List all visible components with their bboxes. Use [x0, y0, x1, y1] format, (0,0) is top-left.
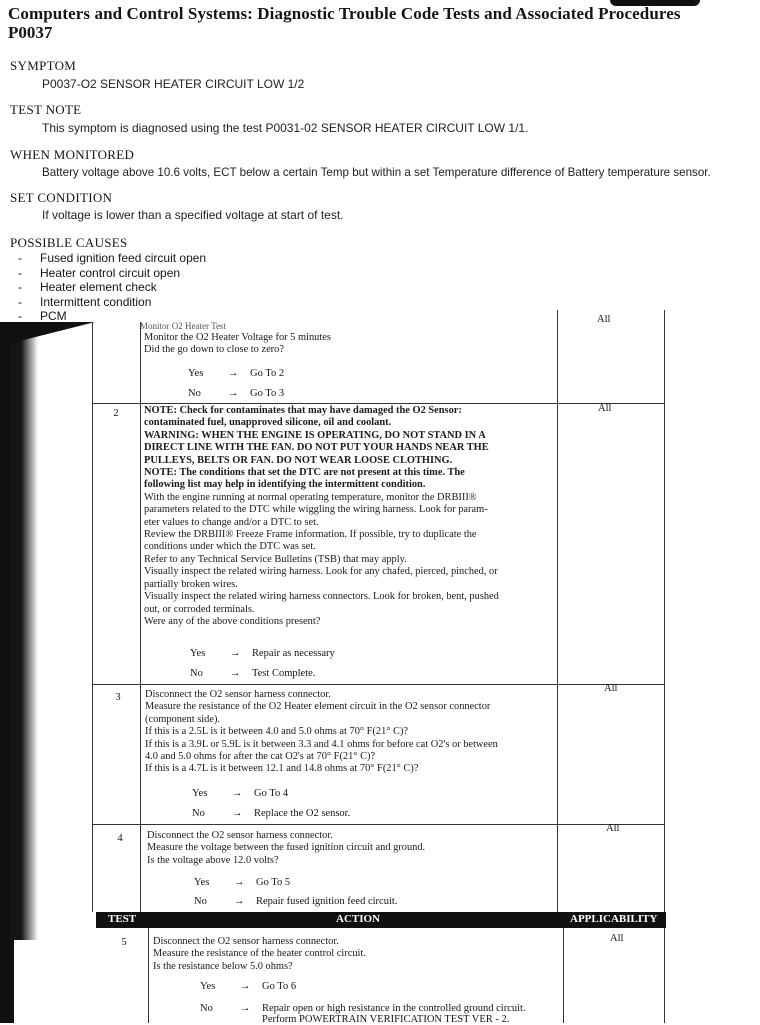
- row3-test-number: 3: [115, 692, 121, 703]
- row2-yes-branch: [190, 648, 335, 659]
- note-line: following list may help in identifying the intermittent condition.: [144, 479, 426, 491]
- cause-item: - Fused ignition feed circuit open: [18, 251, 206, 266]
- instruction-line: Visually inspect the related wiring harness. Look for any chafed, pierced, pinched, or: [144, 566, 498, 578]
- dtc-code: P0037: [8, 23, 53, 42]
- when-monitored-text: Battery voltage above 10.6 volts, ECT below a certain Temp but within a set Temperature difference of Battery temperature sensor.: [42, 166, 711, 179]
- possible-causes-list: [18, 251, 206, 324]
- row2-no-branch: [190, 668, 315, 679]
- warning-line: PULLEYS, BELTS OR FAN. DO NOT WEAR LOOSE CLOTHING.: [144, 454, 453, 466]
- yes-label: Yes: [190, 648, 206, 659]
- instruction-line: eter values to change and/or a DTC to set.: [144, 516, 319, 528]
- yes-result: Go To 6: [262, 981, 297, 992]
- arrow-icon: →: [228, 388, 239, 399]
- row5-test-number: 5: [121, 937, 127, 948]
- note-line: NOTE: Check for contaminates that may have damaged the O2 Sensor:: [144, 405, 462, 416]
- arrow-icon: →: [230, 668, 241, 679]
- row3-instructions: [145, 689, 498, 776]
- arrow-icon: →: [240, 981, 251, 992]
- no-label: No: [192, 808, 205, 819]
- instruction-line: If this is a 2.5L is it between 4.0 and 5.0 ohms at 70° F(21° C)?: [145, 726, 409, 738]
- row1-no-branch: [188, 388, 284, 399]
- no-result: Test Complete.: [252, 668, 316, 679]
- col-header-test: TEST: [108, 913, 137, 925]
- arrow-icon: →: [228, 368, 239, 379]
- instruction-line: If this is a 3.9L or 5.9L is it between 3.3 and 4.1 ohms for before cat O2's or between: [145, 738, 498, 750]
- row1-instructions: [144, 332, 331, 357]
- no-label: No: [190, 668, 203, 679]
- row2-applicability: All: [598, 403, 612, 414]
- row1-yes-branch: [188, 368, 284, 379]
- no-result: Repair fused ignition feed circuit.: [256, 896, 398, 907]
- arrow-icon: →: [230, 648, 241, 659]
- instruction-line: conditions under which the DTC was set.: [144, 541, 316, 553]
- instruction-line: With the engine running at normal operating temperature, monitor the DRBIII®: [144, 491, 477, 503]
- warning-line: WARNING: WHEN THE ENGINE IS OPERATING, DO NOT STAND IN A: [144, 429, 486, 441]
- yes-result: Go To 4: [254, 788, 289, 799]
- table-border: [664, 310, 665, 912]
- symptom-text: P0037-O2 SENSOR HEATER CIRCUIT LOW 1/2: [42, 77, 305, 91]
- scan-shadow: [10, 330, 38, 940]
- no-label: No: [194, 896, 207, 907]
- cause-item: - Intermittent condition: [18, 295, 206, 310]
- arrow-icon: →: [232, 788, 243, 799]
- possible-causes-label: POSSIBLE CAUSES: [10, 235, 128, 250]
- col-header-applicability: APPLICABILITY: [570, 913, 658, 925]
- table-border: [563, 928, 564, 1023]
- set-condition-label: SET CONDITION: [10, 190, 113, 205]
- row2-instructions: [144, 405, 499, 628]
- row1-applicability: All: [597, 314, 611, 325]
- row5-no-extra: Perform POWERTRAIN VERIFICATION TEST VER - 2.: [262, 1014, 510, 1025]
- no-result: Replace the O2 sensor.: [254, 808, 351, 819]
- row4-yes-branch: [194, 877, 290, 888]
- row5-yes-branch: [200, 981, 296, 992]
- instruction-line: Refer to any Technical Service Bulletins (TSB) that may apply.: [144, 553, 407, 565]
- symptom-label: SYMPTOM: [10, 58, 77, 73]
- row4-applicability: All: [606, 823, 620, 834]
- yes-label: Yes: [188, 368, 204, 379]
- yes-label: Yes: [192, 788, 208, 799]
- scan-shadow: [0, 322, 95, 346]
- row3-no-branch: [192, 808, 350, 819]
- row3-applicability: All: [604, 683, 618, 694]
- row5-applicability: All: [610, 933, 624, 944]
- instruction-line: Disconnect the O2 sensor harness connector.: [153, 936, 339, 947]
- yes-result: Go To 5: [256, 877, 291, 888]
- row-divider: [92, 403, 664, 404]
- instruction-line: Review the DRBIII® Freeze Frame information. If possible, try to duplicate the: [144, 529, 477, 541]
- table-header-bar: [96, 912, 666, 928]
- row1-partial-title: Monitor O2 Heater Test: [140, 321, 226, 331]
- arrow-icon: →: [240, 1003, 251, 1014]
- arrow-icon: →: [234, 877, 245, 888]
- row4-test-number: 4: [117, 833, 123, 844]
- cause-item: - Heater control circuit open: [18, 266, 206, 281]
- cause-item: - PCM: [18, 309, 206, 324]
- when-monitored-label: WHEN MONITORED: [10, 147, 135, 162]
- row2-test-number: 2: [113, 408, 119, 419]
- yes-label: Yes: [200, 981, 216, 992]
- row4-no-branch: [194, 896, 397, 907]
- instruction-line: parameters related to the DTC while wiggling the wiring harness. Look for param-: [144, 504, 488, 516]
- no-label: No: [188, 388, 201, 399]
- test-note-text: This symptom is diagnosed using the test P0031-02 SENSOR HEATER CIRCUIT LOW 1/1.: [42, 121, 529, 135]
- instruction-line: Is the resistance below 5.0 ohms?: [153, 960, 293, 972]
- row5-instructions: [153, 936, 366, 973]
- table-border: [664, 928, 665, 1023]
- instruction-line: Measure the resistance of the heater control circuit.: [153, 948, 366, 960]
- instruction-line: Disconnect the O2 sensor harness connector.: [145, 689, 331, 700]
- row4-instructions: [147, 830, 425, 867]
- yes-label: Yes: [194, 877, 210, 888]
- instruction-line: partially broken wires.: [144, 578, 238, 590]
- table-border: [148, 928, 149, 1023]
- instruction-line: Measure the resistance of the O2 Heater element circuit in the O2 sensor connector: [145, 701, 491, 713]
- row-divider: [92, 824, 664, 825]
- note-line: NOTE: The conditions that set the DTC are not present at this time. The: [144, 467, 465, 479]
- cause-item: - Heater element check: [18, 280, 206, 295]
- col-header-action: ACTION: [336, 913, 381, 925]
- instruction-line: Measure the voltage between the fused ignition circuit and ground.: [147, 842, 426, 854]
- instruction-line: out, or corroded terminals.: [144, 603, 255, 615]
- row5-no-branch: [200, 1003, 526, 1014]
- note-line: contaminated fuel, unapproved silicone, oil and coolant.: [144, 417, 392, 429]
- page-title: Computers and Control Systems: Diagnostic Trouble Code Tests and Associated Procedures: [8, 4, 681, 23]
- warning-line: DIRECT LINE WITH THE FAN. DO NOT PUT YOUR HANDS NEAR THE: [144, 442, 489, 454]
- no-result: Repair open or high resistance in the controlled ground circuit.: [262, 1003, 526, 1014]
- table-border: [557, 310, 558, 912]
- instruction-line: Is the voltage above 12.0 volts?: [147, 854, 279, 866]
- arrow-icon: →: [234, 896, 245, 907]
- instruction-line: (component side).: [145, 713, 221, 725]
- arrow-icon: →: [232, 808, 243, 819]
- instruction-line: Did the go down to close to zero?: [144, 344, 284, 356]
- instruction-line: Visually inspect the related wiring harness connectors. Look for broken, bent, pushed: [144, 591, 499, 603]
- instruction-line: If this is a 4.7L is it between 12.1 and 14.8 ohms at 70° F(21° C)?: [145, 763, 419, 775]
- instruction-line: 4.0 and 5.0 ohms for after the cat O2's at 70° F(21° C)?: [145, 751, 376, 763]
- row-divider: [92, 684, 664, 685]
- instruction-line: Disconnect the O2 sensor harness connector.: [147, 830, 333, 841]
- set-condition-text: If voltage is lower than a specified voltage at start of test.: [42, 208, 344, 222]
- yes-result: Repair as necessary: [252, 648, 335, 659]
- instruction-line: Were any of the above conditions present?: [144, 615, 321, 627]
- instruction-line: Monitor the O2 Heater Voltage for 5 minutes: [144, 332, 331, 343]
- yes-result: Go To 2: [250, 368, 285, 379]
- no-label: No: [200, 1003, 213, 1014]
- no-result: Go To 3: [250, 388, 285, 399]
- test-note-label: TEST NOTE: [10, 102, 82, 117]
- row3-yes-branch: [192, 788, 288, 799]
